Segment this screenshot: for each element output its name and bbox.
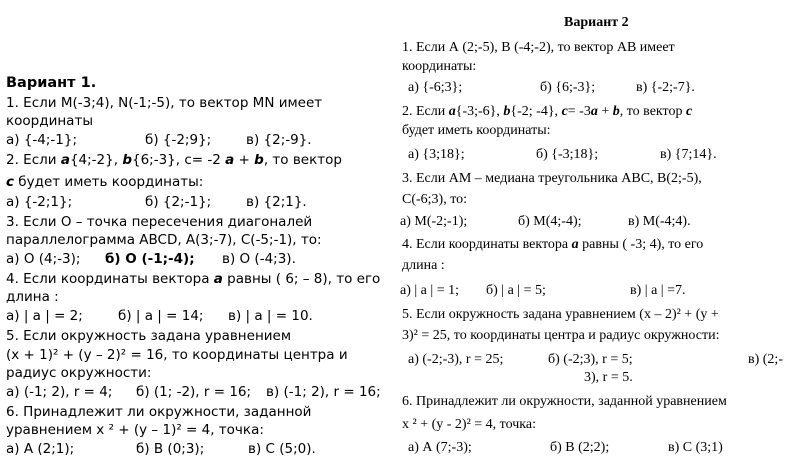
v2-q2-text: 2. Если a{-3;-6}, b{-2; -4}, c= -3a + b, то вектор c [402,104,693,119]
v2-q3-answer-c: в) М(-4;4). [628,214,691,229]
v2-q2-answer-a: а) {3;18}; [408,147,465,162]
v1-q4-answer-c: в) | a | = 10. [228,308,313,324]
v1-q5-text2: (x + 1)² + (y – 2)² = 16, то координаты центра и [6,347,348,363]
variant-2-title: Вариант 2 [564,15,629,30]
v2-q3-answer-a: а) М(-2;-1); [400,214,468,229]
v1-q5-answer-b: б) (1; -2), r = 16; [136,384,252,400]
v2-q5-text: 5. Если окружность задана уравнением (х – 2)² + (у + [402,307,719,322]
v2-q1-answer-c: в) {-2;-7}. [636,80,695,95]
v2-q2-answer-b: б) {-3;18}; [536,147,599,162]
v2-q2-text2: будет иметь координаты: [402,123,551,138]
v1-q1-text: 1. Если M(-3;4), N(-1;-5), то вектор MN имеет [6,95,323,111]
v1-q1-answer-c: в) {2;-9}. [246,132,312,148]
v1-q2-answer-b: б) {2;-1}; [145,194,212,210]
v2-q1-text: 1. Если А (2;-5), В (-4;-2), то вектор АВ имеет [402,40,675,55]
v2-q4-text2: длина : [402,258,445,273]
v2-q1-answer-a: а) {-6;3}; [408,80,463,95]
v2-q3-text2: С(-6;3), то: [402,192,468,207]
v1-q6-text: 6. Принадлежит ли окружности, заданной [6,404,312,420]
v1-q4-answer-a: а) | a | = 2; [6,308,83,324]
v1-q1-answer-a: а) {-4;-1}; [6,132,78,148]
v2-q1-text2: координаты: [402,59,477,74]
v1-q5-answer-c: в) (-1; 2), r = 16; [266,384,381,400]
v1-q1-text2: координаты [6,113,93,129]
v2-q4-text: 4. Если координаты вектора a равны ( -3; 4), то его [402,237,704,252]
v2-q4-answer-c: в) | a | =7. [630,283,686,298]
v1-q2-text: 2. Если a{4;-2}, b{6;-3}, c= -2 a + b, то вектор [6,152,342,168]
v1-q3-answer-c: в) О (-4;3). [222,251,296,267]
v1-q1-answer-b: б) {-2;9}; [145,132,212,148]
v2-q5-answer-c-cont: 3), r = 5. [584,370,633,385]
v1-q5-text: 5. Если окружность задана уравнением [6,328,292,344]
v1-q5-text3: радиус окружности: [6,365,152,381]
v1-q2-answer-c: в) {2;1}. [246,194,307,210]
v1-q6-answer-c: в) С (5;0). [248,441,316,457]
v1-q6-answer-b: б) В (0;3); [136,441,205,457]
variant-1-title: Вариант 1. [6,75,97,91]
v1-q5-answer-a: а) (-1; 2), r = 4; [6,384,113,400]
v2-q3-answer-b: б) М(4;-4); [518,214,582,229]
v2-q6-answer-a: а) А (7;-3); [408,440,472,455]
v2-q5-answer-c: в) (2;- [748,352,783,367]
v1-q2-text2: с будет иметь координаты: [6,174,204,190]
v2-q6-answer-c: в) С (3;1) [668,440,723,455]
v2-q5-answer-a: а) (-2;-3), r = 25; [408,352,504,367]
v1-q6-answer-a: а) А (2;1); [6,441,75,457]
v1-q4-text2: длина : [6,289,59,305]
v2-q6-answer-b: б) В (2;2); [550,440,610,455]
v1-q2-answer-a: а) {-2;1}; [6,194,73,210]
v2-q4-answer-a: а) | a | = 1; [400,283,459,298]
v2-q1-answer-b: б) {6;-3}; [540,80,596,95]
v1-q4-answer-b: б) | a | = 14; [118,308,204,324]
v2-q2-answer-c: в) {7;14}. [660,147,717,162]
v2-q5-answer-b: б) (-2;3), r = 5; [548,352,633,367]
v2-q3-text: 3. Если АМ – медиана треугольника АВС, В(2;-5), [402,171,702,186]
v2-q6-text2: х ² + (у - 2)² = 4, точка: [402,417,536,432]
v1-q6-text2: уравнением x ² + (y – 1)² = 4, точка: [6,422,264,438]
v2-q6-text: 6. Принадлежит ли окружности, заданной уравнением [402,394,727,409]
v2-q5-text2: 3)² = 25, то координаты центра и радиус окружности: [402,328,720,343]
v2-q4-answer-b: б) | a | = 5; [486,283,546,298]
v1-q3-answer-b: б) О (-1;-4); [105,251,195,267]
v1-q4-text: 4. Если координаты вектора a равны ( 6; – 8), то его [6,271,381,287]
v1-q3-text2: параллелограмма ABCD, А(3;-7), С(-5;-1), то: [6,232,322,248]
v1-q3-text: 3. Если О – точка пересечения диагоналей [6,214,313,230]
v1-q3-answer-a: а) О (4;-3); [6,251,81,267]
